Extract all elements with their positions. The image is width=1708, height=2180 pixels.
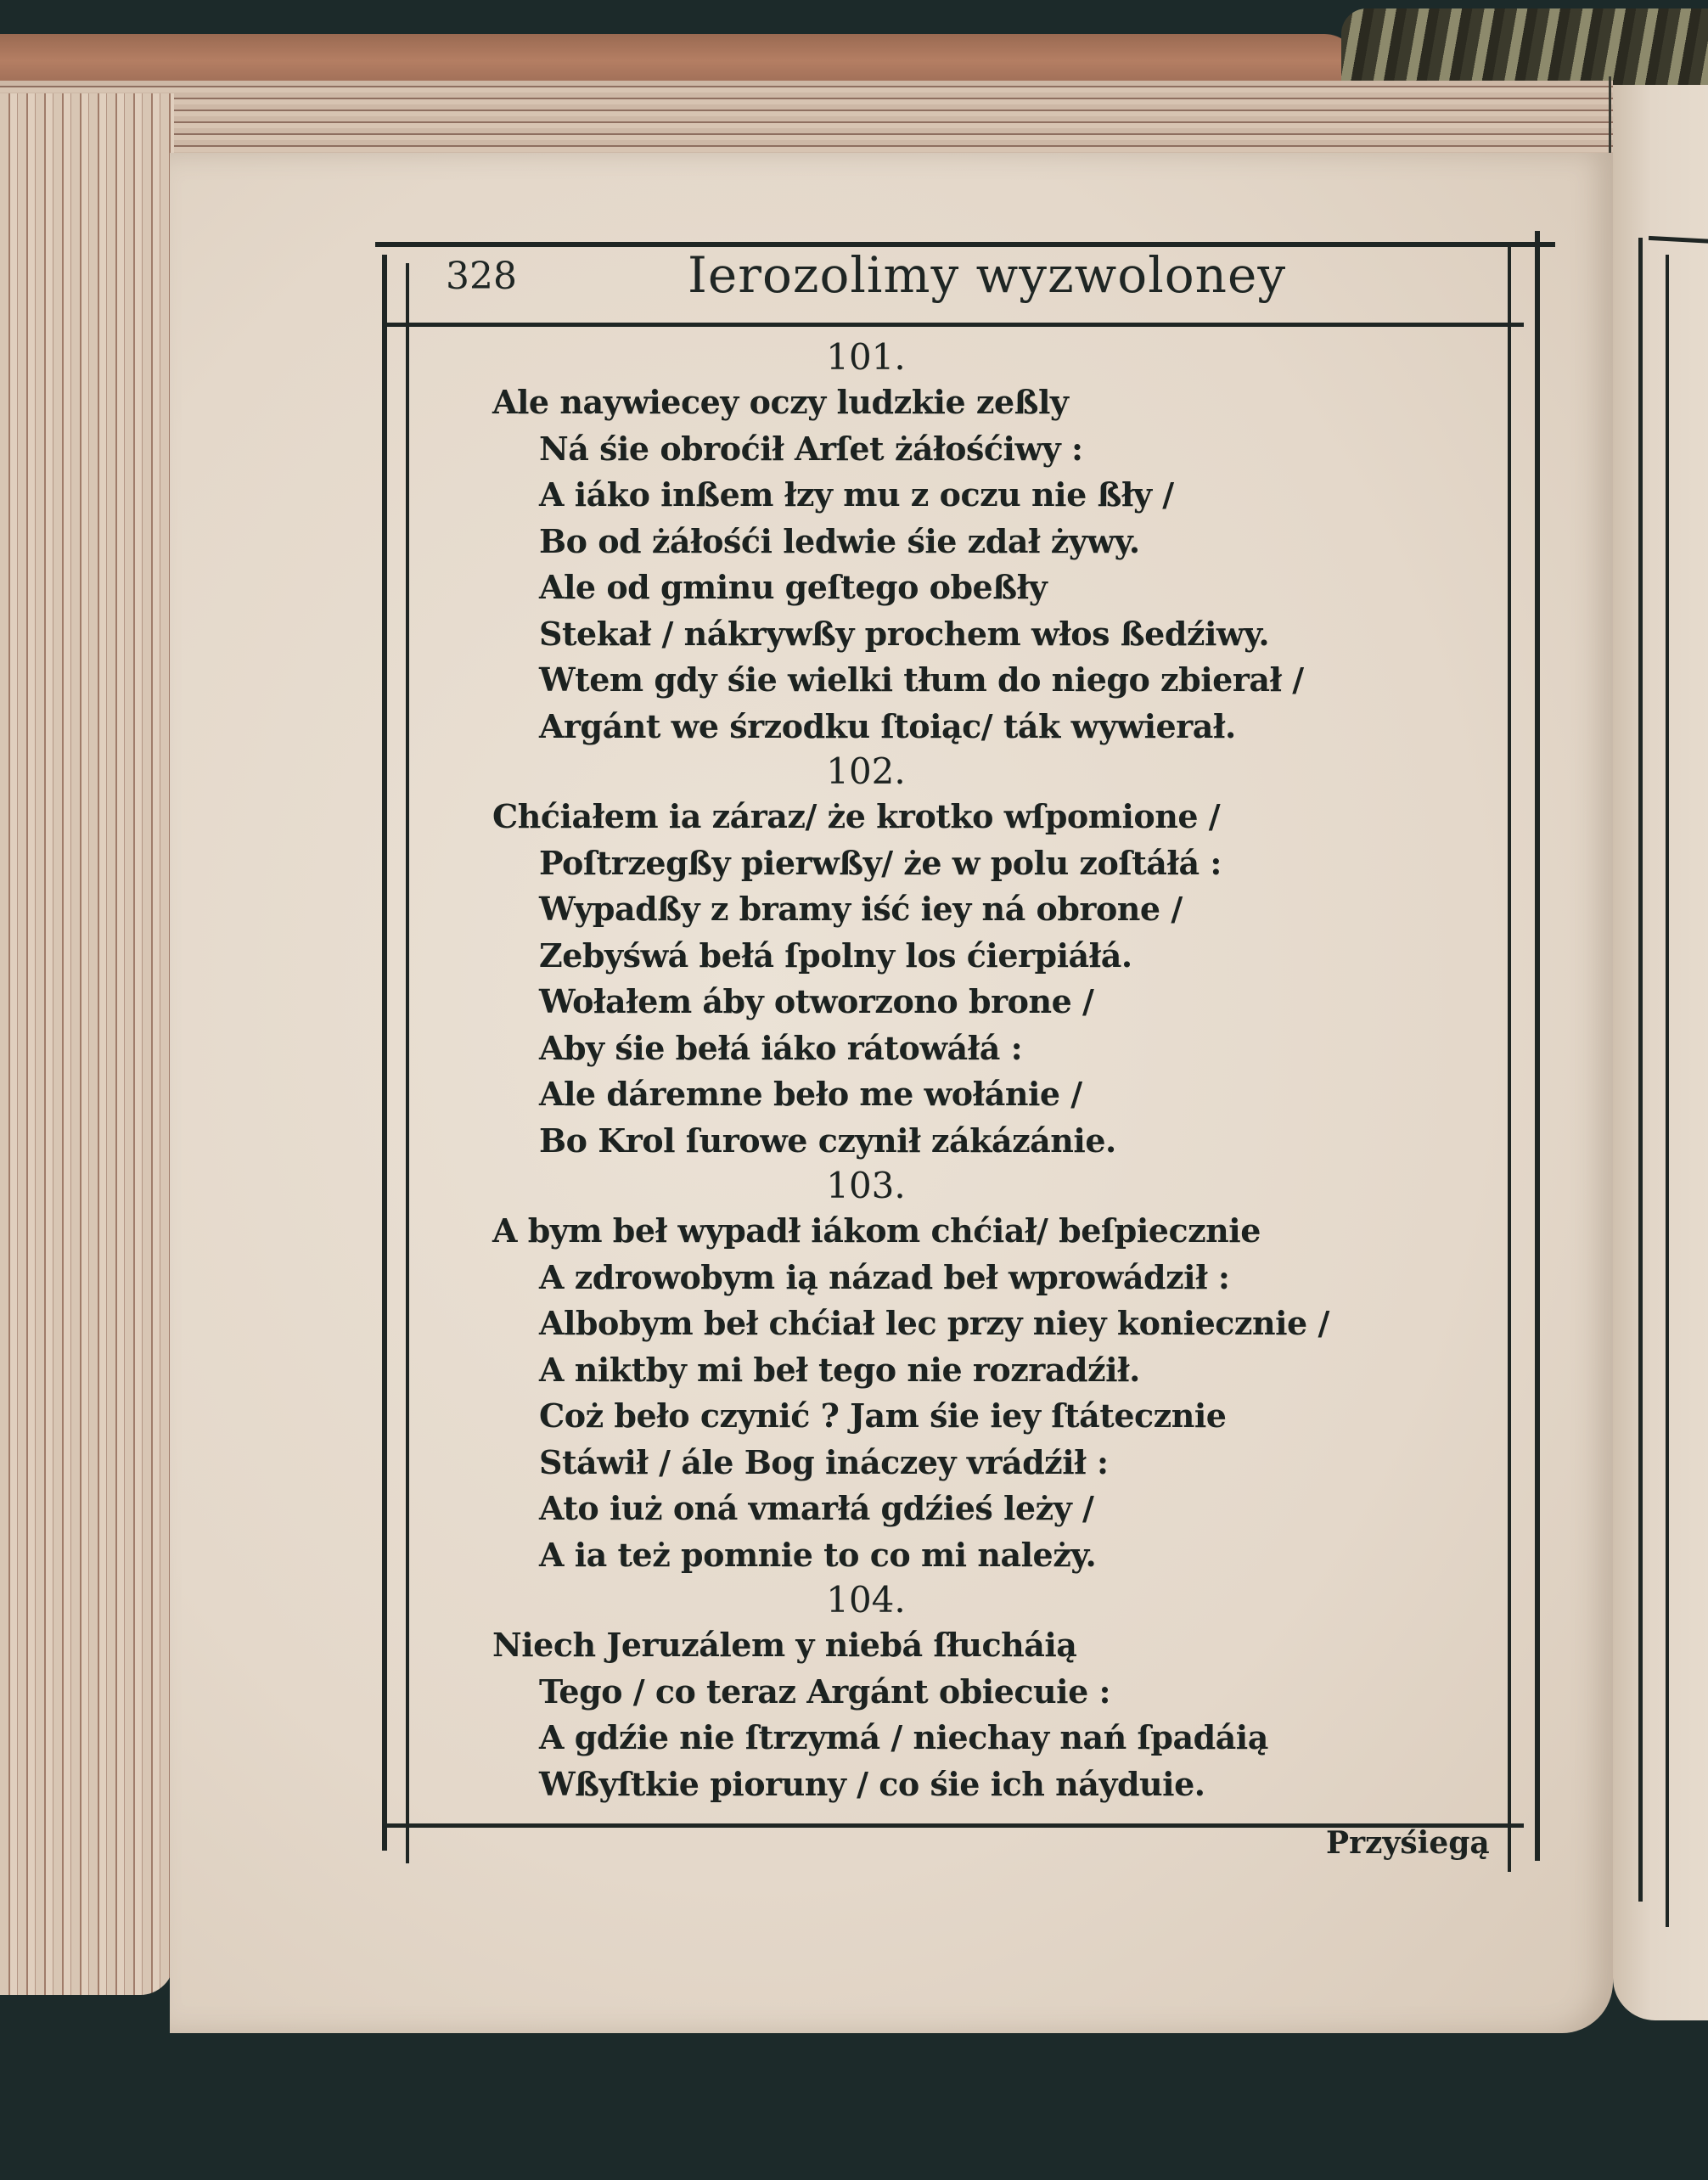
verse-line: A ia też pomnie to co mi należy.: [539, 1535, 1097, 1574]
verse-line: A zdrowobym ią názad beł wprowádził :: [539, 1257, 1230, 1296]
frame-left-outer-line: [382, 255, 387, 1851]
verse-line: Bo od żáłośći ledwie śie zdał żywy.: [539, 521, 1140, 560]
verse-line: Ale dáremne beło me wołánie /: [539, 1075, 1082, 1113]
verse-line: Tego / co teraz Argánt obiecuie :: [539, 1672, 1111, 1711]
stanza: [492, 1164, 1341, 1578]
book-headband: [1341, 8, 1708, 85]
right-page: [1613, 85, 1708, 2020]
frame-left-inner-line: [406, 263, 409, 1863]
verse-line: A gdźie nie ſtrzymá / niechay nań ſpadáią: [539, 1718, 1268, 1756]
stanza: [492, 750, 1341, 1164]
verse-line: Stekał / nákrywßy prochem włos ßedźiwy.: [539, 614, 1270, 653]
verse-line: A bym beł wypadł iákom chćiał/ beſpiecznie: [492, 1211, 1261, 1250]
stanza: [492, 335, 1341, 750]
running-head: [446, 246, 1515, 314]
stanza-number: 101.: [826, 336, 906, 378]
verse-line: Coż beło czynić ? Jam śie iey ſtátecznie: [539, 1396, 1227, 1435]
verse-line: Wtem gdy śie wielki tłum do niego zbierał /: [539, 660, 1304, 699]
right-page-frame-line-inner: [1666, 255, 1669, 1927]
catchword: Przyśiegą: [1326, 1825, 1490, 1861]
stanza-number: 102.: [826, 750, 906, 792]
verse-line: Poſtrzegßy pierwßy/ że w polu zoſtáłá :: [539, 843, 1222, 882]
right-page-top-rule: [1649, 236, 1708, 244]
verse-line: Ale naywiecey oczy ludzkie zeßly: [492, 383, 1069, 421]
header-underline-rule: [386, 323, 1524, 327]
verse-line: Zebyśwá bełá ſpolny los ćierpiáłá.: [539, 935, 1132, 975]
frame-right-outer-line: [1535, 231, 1540, 1861]
verse-line: Albobym beł chćiał lec przy niey koniecznie /: [539, 1304, 1329, 1342]
verse-line: Bo Krol ſurowe czynił zákázánie.: [539, 1121, 1116, 1160]
verse-line: Ale od gminu geſtego obeßły: [539, 568, 1048, 606]
stanza: [492, 1578, 1341, 1807]
stanza-number: 104.: [826, 1579, 906, 1621]
page-stack-left-edge: [0, 93, 174, 1995]
verse-line: Niech Jeruzálem y niebá ſłucháią: [492, 1626, 1077, 1664]
verse-line: Stáwił / ále Bog ináczey vrádźił :: [539, 1442, 1109, 1481]
verse-line: Wypadßy z bramy iść iey ná obrone /: [539, 890, 1183, 928]
verse-line: A niktby mi beł tego nie rozradźił.: [539, 1350, 1140, 1389]
verse-line: A iáko inßem łzy mu z oczu nie ßły /: [539, 475, 1174, 514]
verse-line: Wßyſtkie pioruny / co śie ich náyduie.: [539, 1764, 1205, 1803]
right-page-frame-line-outer: [1638, 238, 1643, 1902]
verse-line: Wołałem áby otworzono brone /: [539, 982, 1094, 1020]
verse-line: Ato iuż oná vmarłá gdźieś leży /: [539, 1489, 1094, 1527]
running-title: Ierozolimy wyzwoloney: [688, 246, 1287, 304]
verse-line: Ná śie obroćił Arſet żáłośćiwy :: [539, 429, 1083, 468]
poem-text: [492, 335, 1341, 1807]
verse-line: Aby śie bełá iáko rátowáłá :: [539, 1028, 1023, 1067]
verse-line: Chćiałem ia záraz/ że krotko wſpomione /: [492, 797, 1221, 835]
stanza-number: 103.: [826, 1165, 906, 1206]
page-stack-top-edge: [0, 81, 1613, 157]
frame-right-inner-line: [1508, 246, 1511, 1872]
page-number: 328: [446, 255, 517, 298]
verse-line: Argánt we śrzodku ſtoiąc/ ták wywierał.: [539, 706, 1236, 745]
